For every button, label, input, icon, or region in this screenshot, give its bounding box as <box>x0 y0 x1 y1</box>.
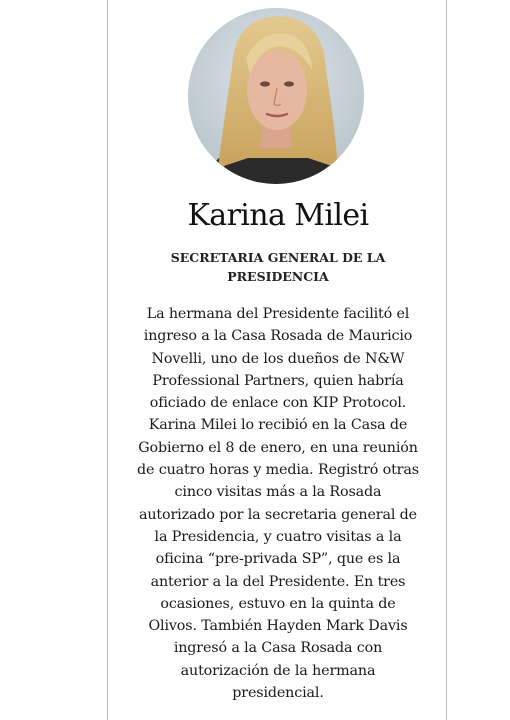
profile-portrait <box>188 8 364 184</box>
bio-line: ingreso a la Casa Rosada de Mauricio <box>143 328 413 345</box>
bio-line: autorizado por la secretaria general de <box>139 506 417 523</box>
bio-line: La hermana del Presidente facilitó el <box>146 306 410 322</box>
person-role <box>148 248 408 286</box>
bio-line: oficina “pre-privada SP”, que es la <box>155 551 401 568</box>
person-name: Karina Milei <box>187 198 369 233</box>
bio-line: Novelli, uno de los dueños de N&W <box>151 350 405 367</box>
bio-line: la Presidencia, y cuatro visitas a la <box>154 528 402 545</box>
bio-line: oficiado de enlace con KIP Protocol. <box>149 395 407 412</box>
bio-line: Karina Milei lo recibió en la Casa de <box>148 417 408 434</box>
bio-line: cinco visitas más a la Rosada <box>174 484 382 501</box>
role-line: PRESIDENCIA <box>227 269 329 284</box>
bio-line: ocasiones, estuvo en la quinta de <box>160 595 396 612</box>
bio-line: presidencial. <box>232 685 324 702</box>
profile-card <box>107 0 447 720</box>
bio-line: ingresó a la Casa Rosada con <box>173 640 383 657</box>
portrait-image <box>188 8 364 184</box>
role-line: SECRETARIA GENERAL DE LA <box>170 250 386 265</box>
bio-line: Professional Partners, quien habría <box>152 372 404 389</box>
bio-line: Olivos. También Hayden Mark Davis <box>148 618 408 635</box>
bio-line: anterior a la del Presidente. En tres <box>150 573 406 590</box>
person-bio <box>122 303 434 704</box>
bio-line: de cuatro horas y media. Registró otras <box>137 462 419 479</box>
bio-line: autorización de la hermana <box>180 662 376 679</box>
bio-line: Gobierno el 8 de enero, en una reunión <box>138 439 418 456</box>
